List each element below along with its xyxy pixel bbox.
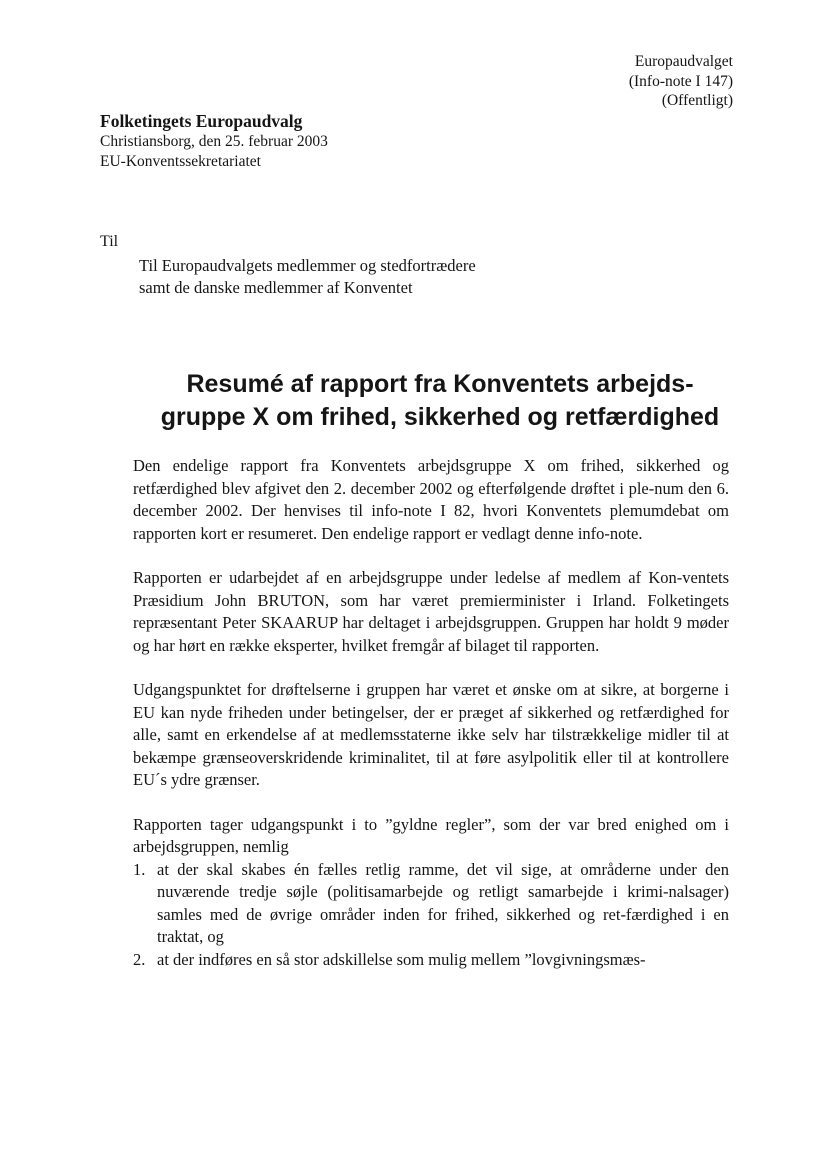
sender-department: EU-Konventssekretariatet (100, 152, 261, 170)
sender-block (100, 110, 328, 171)
place-and-date: Christiansborg, den 25. februar 2003 (100, 133, 328, 150)
reference-classification: (Offentligt) (661, 92, 733, 109)
document-reference (629, 52, 733, 111)
title-line: Resumé af rapport fra Konventets arbejds- (186, 370, 694, 398)
list-item (133, 949, 729, 972)
list-item-number: 2. (133, 949, 146, 969)
reference-committee: Europaudvalget (634, 53, 733, 70)
body-paragraph: Rapporten er udarbejdet af en arbejdsgruppe under ledelse af medlem af Kon-ventets Præsidium John BRUTON, som har været premierminister i Irland. Folketingets repræsentant Peter SKAARUP har deltaget i arbejdsgruppen. Gruppen har holdt 9 møder og har hørt en række eksperter, hvilket fremgår af bilaget til rapporten. (133, 568, 729, 655)
recipient-line: samt de danske medlemmer af Konventet (139, 278, 413, 297)
list-item-text: at der indføres en så stor adskillelse som mulig mellem ”lovgivningsmæs- (157, 949, 646, 969)
title-line: gruppe X om frihed, sikkerhed og retfærdighed (160, 403, 720, 431)
recipient-block (139, 255, 476, 299)
list-item (133, 859, 729, 949)
body-paragraph: Den endelige rapport fra Konventets arbejdsgruppe X om frihed, sikkerhed og retfærdighed blev afgivet den 2. december 2002 og efterfølgende drøftet i ple-num den 6. december 2002. Der henvises til info-note I 82, hvori Konventets plemumdebat om rapporten kort er resumeret. Den endelige rapport er vedlagt denne info-note. (133, 456, 729, 543)
recipient-label: Til (100, 233, 119, 250)
rules-list (133, 859, 729, 972)
list-item-number: 1. (133, 859, 146, 879)
document-title (100, 368, 780, 434)
reference-info-note: (Info-note I 147) (628, 72, 733, 90)
recipient-line: Til Europaudvalgets medlemmer og stedfortrædere (139, 256, 476, 275)
document-body (133, 455, 729, 971)
body-paragraph: Udgangspunktet for drøftelserne i gruppen har været et ønske om at sikre, at borgerne i EU kan nyde friheden under betingelser, der er præget af sikkerhed og retfærdighed for alle, samt en erkendelse af at medlemsstaterne ikke selv har tilstrækkelige midler til at bekæmpe grænseoverskridende kriminalitet, til at føre asylpolitik eller til at kontrollere EU´s ydre grænser. (133, 680, 729, 789)
list-item-text: at der skal skabes én fælles retlig ramme, det vil sige, at områderne under den nuværende tredje søjle (politisamarbejde og retligt samarbejde i krimi-nalsager) samles med de øvrige områder inden for frihed, sikkerhed og ret-færdighed i en traktat, og (157, 859, 729, 946)
sender-organization: Folketingets Europaudvalg (100, 111, 303, 131)
rules-intro: Rapporten tager udgangspunkt i to ”gyldne regler”, som der var bred enighed om i arbejdsgruppen, nemlig (133, 814, 729, 856)
